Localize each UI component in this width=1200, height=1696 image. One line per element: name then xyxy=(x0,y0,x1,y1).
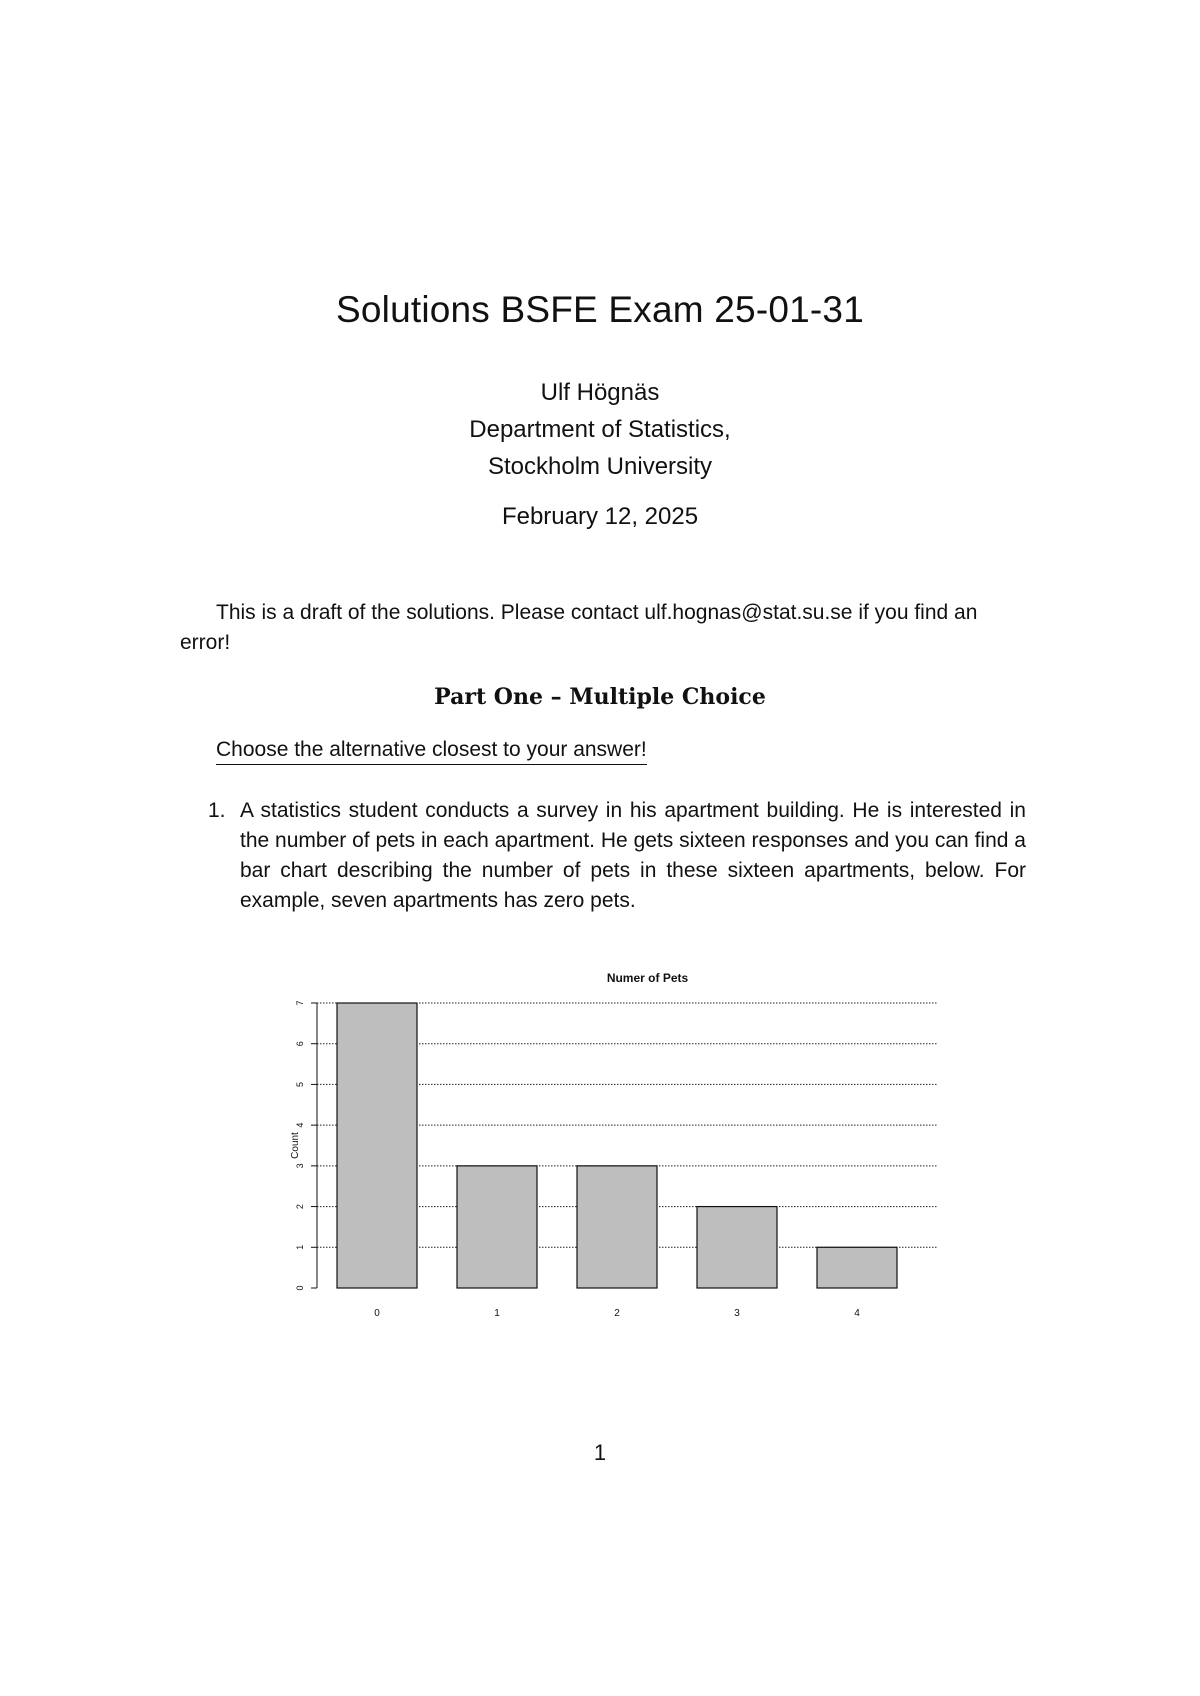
y-tick-label: 7 xyxy=(295,1000,305,1006)
y-tick-label: 4 xyxy=(295,1122,305,1128)
bar xyxy=(817,1247,897,1288)
university-name: Stockholm University xyxy=(487,453,713,480)
page-number: 1 xyxy=(593,1440,607,1465)
department-name: Department of Statistics, xyxy=(469,416,731,443)
y-axis-label: Count xyxy=(290,1132,301,1159)
x-tick-label: 2 xyxy=(614,1308,620,1319)
chart-title: Numer of Pets xyxy=(606,971,689,985)
intro-paragraph: This is a draft of the solutions. Please contact ulf.hognas@stat.su.se if you find an error! xyxy=(180,601,978,654)
document-title: Solutions BSFE Exam 25-01-31 xyxy=(336,289,864,330)
y-tick-label: 1 xyxy=(295,1244,305,1250)
part-heading: Part One – Multiple Choice xyxy=(434,684,766,710)
y-tick-label: 0 xyxy=(295,1285,305,1291)
y-tick-label: 6 xyxy=(295,1041,305,1047)
bar xyxy=(337,1003,417,1288)
bar xyxy=(457,1166,537,1288)
bar xyxy=(697,1207,777,1288)
x-tick-label: 0 xyxy=(374,1308,380,1319)
question-number: 1. xyxy=(208,799,226,822)
x-tick-label: 4 xyxy=(854,1308,860,1319)
document-date: February 12, 2025 xyxy=(501,503,699,530)
author-block xyxy=(0,374,1200,485)
author-name: Ulf Högnäs xyxy=(540,379,660,406)
bar xyxy=(577,1166,657,1288)
y-tick-label: 5 xyxy=(295,1081,305,1087)
y-tick-label: 2 xyxy=(295,1204,305,1210)
y-tick-label: 3 xyxy=(295,1163,305,1169)
instruction-text: Choose the alternative closest to your answer! xyxy=(216,737,647,765)
x-tick-label: 3 xyxy=(734,1308,740,1319)
bar-chart xyxy=(270,950,970,1320)
bar-chart-svg xyxy=(270,950,970,1320)
x-tick-label: 1 xyxy=(494,1308,500,1319)
question-1 xyxy=(208,796,1026,916)
question-text: A statistics student conducts a survey in his apartment building. He is interested in the number of pets in each apartment. He gets sixteen responses and you can find a bar chart describing the number of pets in these sixteen apartments, below. For example, seven apartments has zero pets. xyxy=(240,799,1026,912)
